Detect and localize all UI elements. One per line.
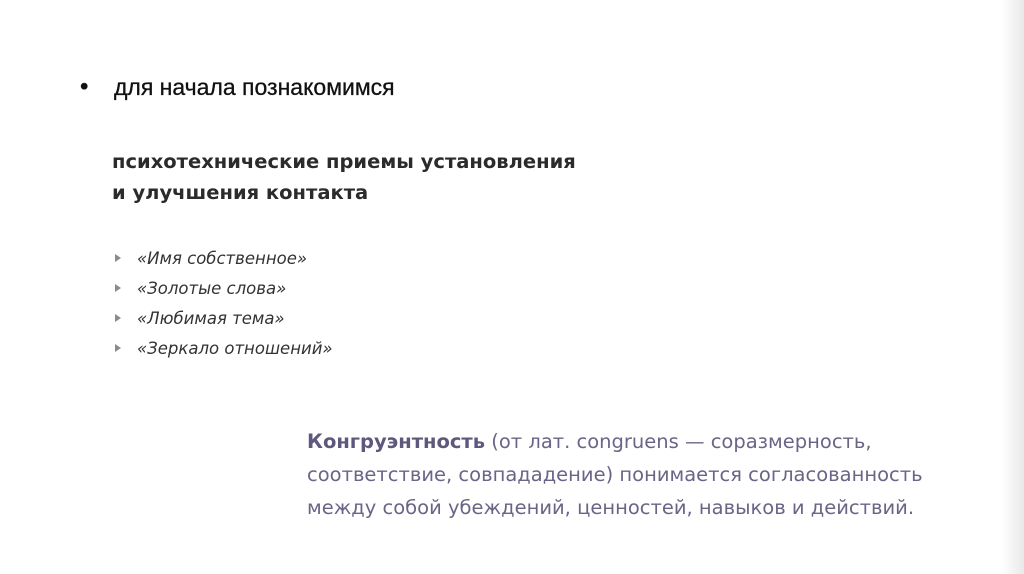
definition-paragraph bbox=[307, 425, 997, 524]
list-item bbox=[112, 273, 333, 303]
heading-line-1: психотехнические приемы установления bbox=[112, 150, 576, 173]
definition-line-1 bbox=[307, 425, 997, 458]
arrow-bullet-icon bbox=[115, 314, 121, 322]
definition-line-2: соответствие, совпададение) понимается согласованность bbox=[307, 463, 923, 486]
list-item bbox=[112, 243, 333, 273]
definition-line-3: между собой убеждений, ценностей, навыков и действий. bbox=[307, 496, 915, 519]
bullet-dot: • bbox=[80, 73, 89, 100]
technique-label: «Зеркало отношений» bbox=[137, 338, 333, 358]
definition-term: Конгруэнтность bbox=[307, 430, 486, 453]
techniques-list bbox=[112, 243, 333, 363]
arrow-bullet-icon bbox=[115, 344, 121, 352]
arrow-bullet-icon bbox=[115, 284, 121, 292]
definition-line-1-rest: (от лат. congruens — соразмерность, bbox=[485, 430, 872, 453]
slide-edge-shadow bbox=[1002, 0, 1024, 574]
intro-text: для начала познакомимся bbox=[114, 73, 395, 100]
intro-line bbox=[80, 70, 395, 104]
section-heading bbox=[112, 146, 712, 208]
technique-label: «Любимая тема» bbox=[137, 308, 285, 328]
arrow-bullet-icon bbox=[115, 254, 121, 262]
list-item bbox=[112, 303, 333, 333]
heading-line-2: и улучшения контакта bbox=[112, 181, 369, 204]
list-item bbox=[112, 333, 333, 363]
technique-label: «Имя собственное» bbox=[137, 248, 308, 268]
technique-label: «Золотые слова» bbox=[137, 278, 287, 298]
